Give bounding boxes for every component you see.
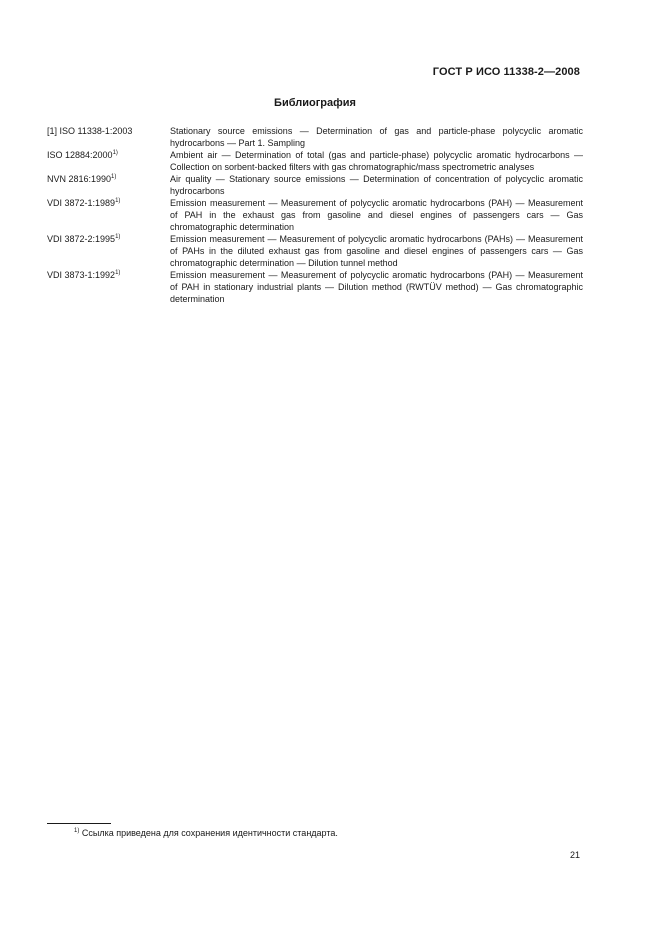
bibliography-entry <box>47 269 583 305</box>
ref-code: VDI 3873-1:1992 <box>47 270 116 280</box>
footnote <box>74 828 338 838</box>
page-header-standard-code: ГОСТ Р ИСО 11338-2—2008 <box>432 66 580 78</box>
ref-code: VDI 3872-1:1989 <box>47 198 116 208</box>
ref-footnote-marker: 1) <box>115 270 121 276</box>
bibliography-title: Air quality — Stationary source emissions — Determination of concentration of polycyclic aromatic hydrocarbons <box>170 174 583 196</box>
bibliography-entry <box>47 173 583 197</box>
bibliography-entry <box>47 197 583 233</box>
bibliography-ref <box>47 269 170 305</box>
bibliography-title: Ambient air — Determination of total (gas and particle-phase) polycyclic aromatic hydrocarbons — Collection on sorbent-backed filters with gas chromatographic/mass spectrometric analyses <box>170 150 583 172</box>
bibliography-entry <box>47 233 583 269</box>
footnote-divider <box>47 823 111 824</box>
footnote-marker: 1) <box>74 828 80 834</box>
bibliography-title: Emission measurement — Measurement of polycyclic aromatic hydrocarbons (PAH) — Measurement of PAH in the exhaust gas from gasoline and diesel engines of passengers cars — Gas chromatographic determination <box>170 198 583 232</box>
bibliography-title: Stationary source emissions — Determination of gas and particle-phase polycyclic aromatic hydrocarbons — Part 1. Sampling <box>170 126 583 148</box>
ref-footnote-marker: 1) <box>111 174 117 180</box>
page-title: Библиография <box>274 97 356 109</box>
bibliography-entry <box>47 125 583 149</box>
footnote-text: Ссылка приведена для сохранения идентичности стандарта. <box>79 828 338 838</box>
bibliography-entry <box>47 149 583 173</box>
ref-code: NVN 2816:1990 <box>47 174 112 184</box>
ref-footnote-marker: 1) <box>115 198 121 204</box>
bibliography-list <box>47 125 583 305</box>
ref-code: VDI 3872-2:1995 <box>47 234 116 244</box>
bibliography-ref <box>47 197 170 233</box>
bibliography-title: Emission measurement — Measurement of polycyclic aromatic hydrocarbons (PAH) — Measurement of PAH in stationary industrial plants — Dilution method (RWTÜV method) — Gas chromatographic determination <box>170 270 583 304</box>
bibliography-ref <box>47 233 170 269</box>
bibliography-title: Emission measurement — Measurement of polycyclic aromatic hydrocarbons (PAHs) — Measurement of PAHs in the diluted exhaust gas from gasoline and diesel engines of passengers cars — Gas chromatographic determination — Dilution tunnel method <box>170 234 583 268</box>
bibliography-ref <box>47 125 170 149</box>
page-number: 21 <box>569 850 580 860</box>
ref-code: [1] ISO 11338-1:2003 <box>47 126 133 136</box>
bibliography-ref <box>47 173 170 197</box>
bibliography-ref <box>47 149 170 173</box>
ref-footnote-marker: 1) <box>112 150 118 156</box>
ref-code: ISO 12884:2000 <box>47 150 113 160</box>
ref-footnote-marker: 1) <box>115 234 121 240</box>
